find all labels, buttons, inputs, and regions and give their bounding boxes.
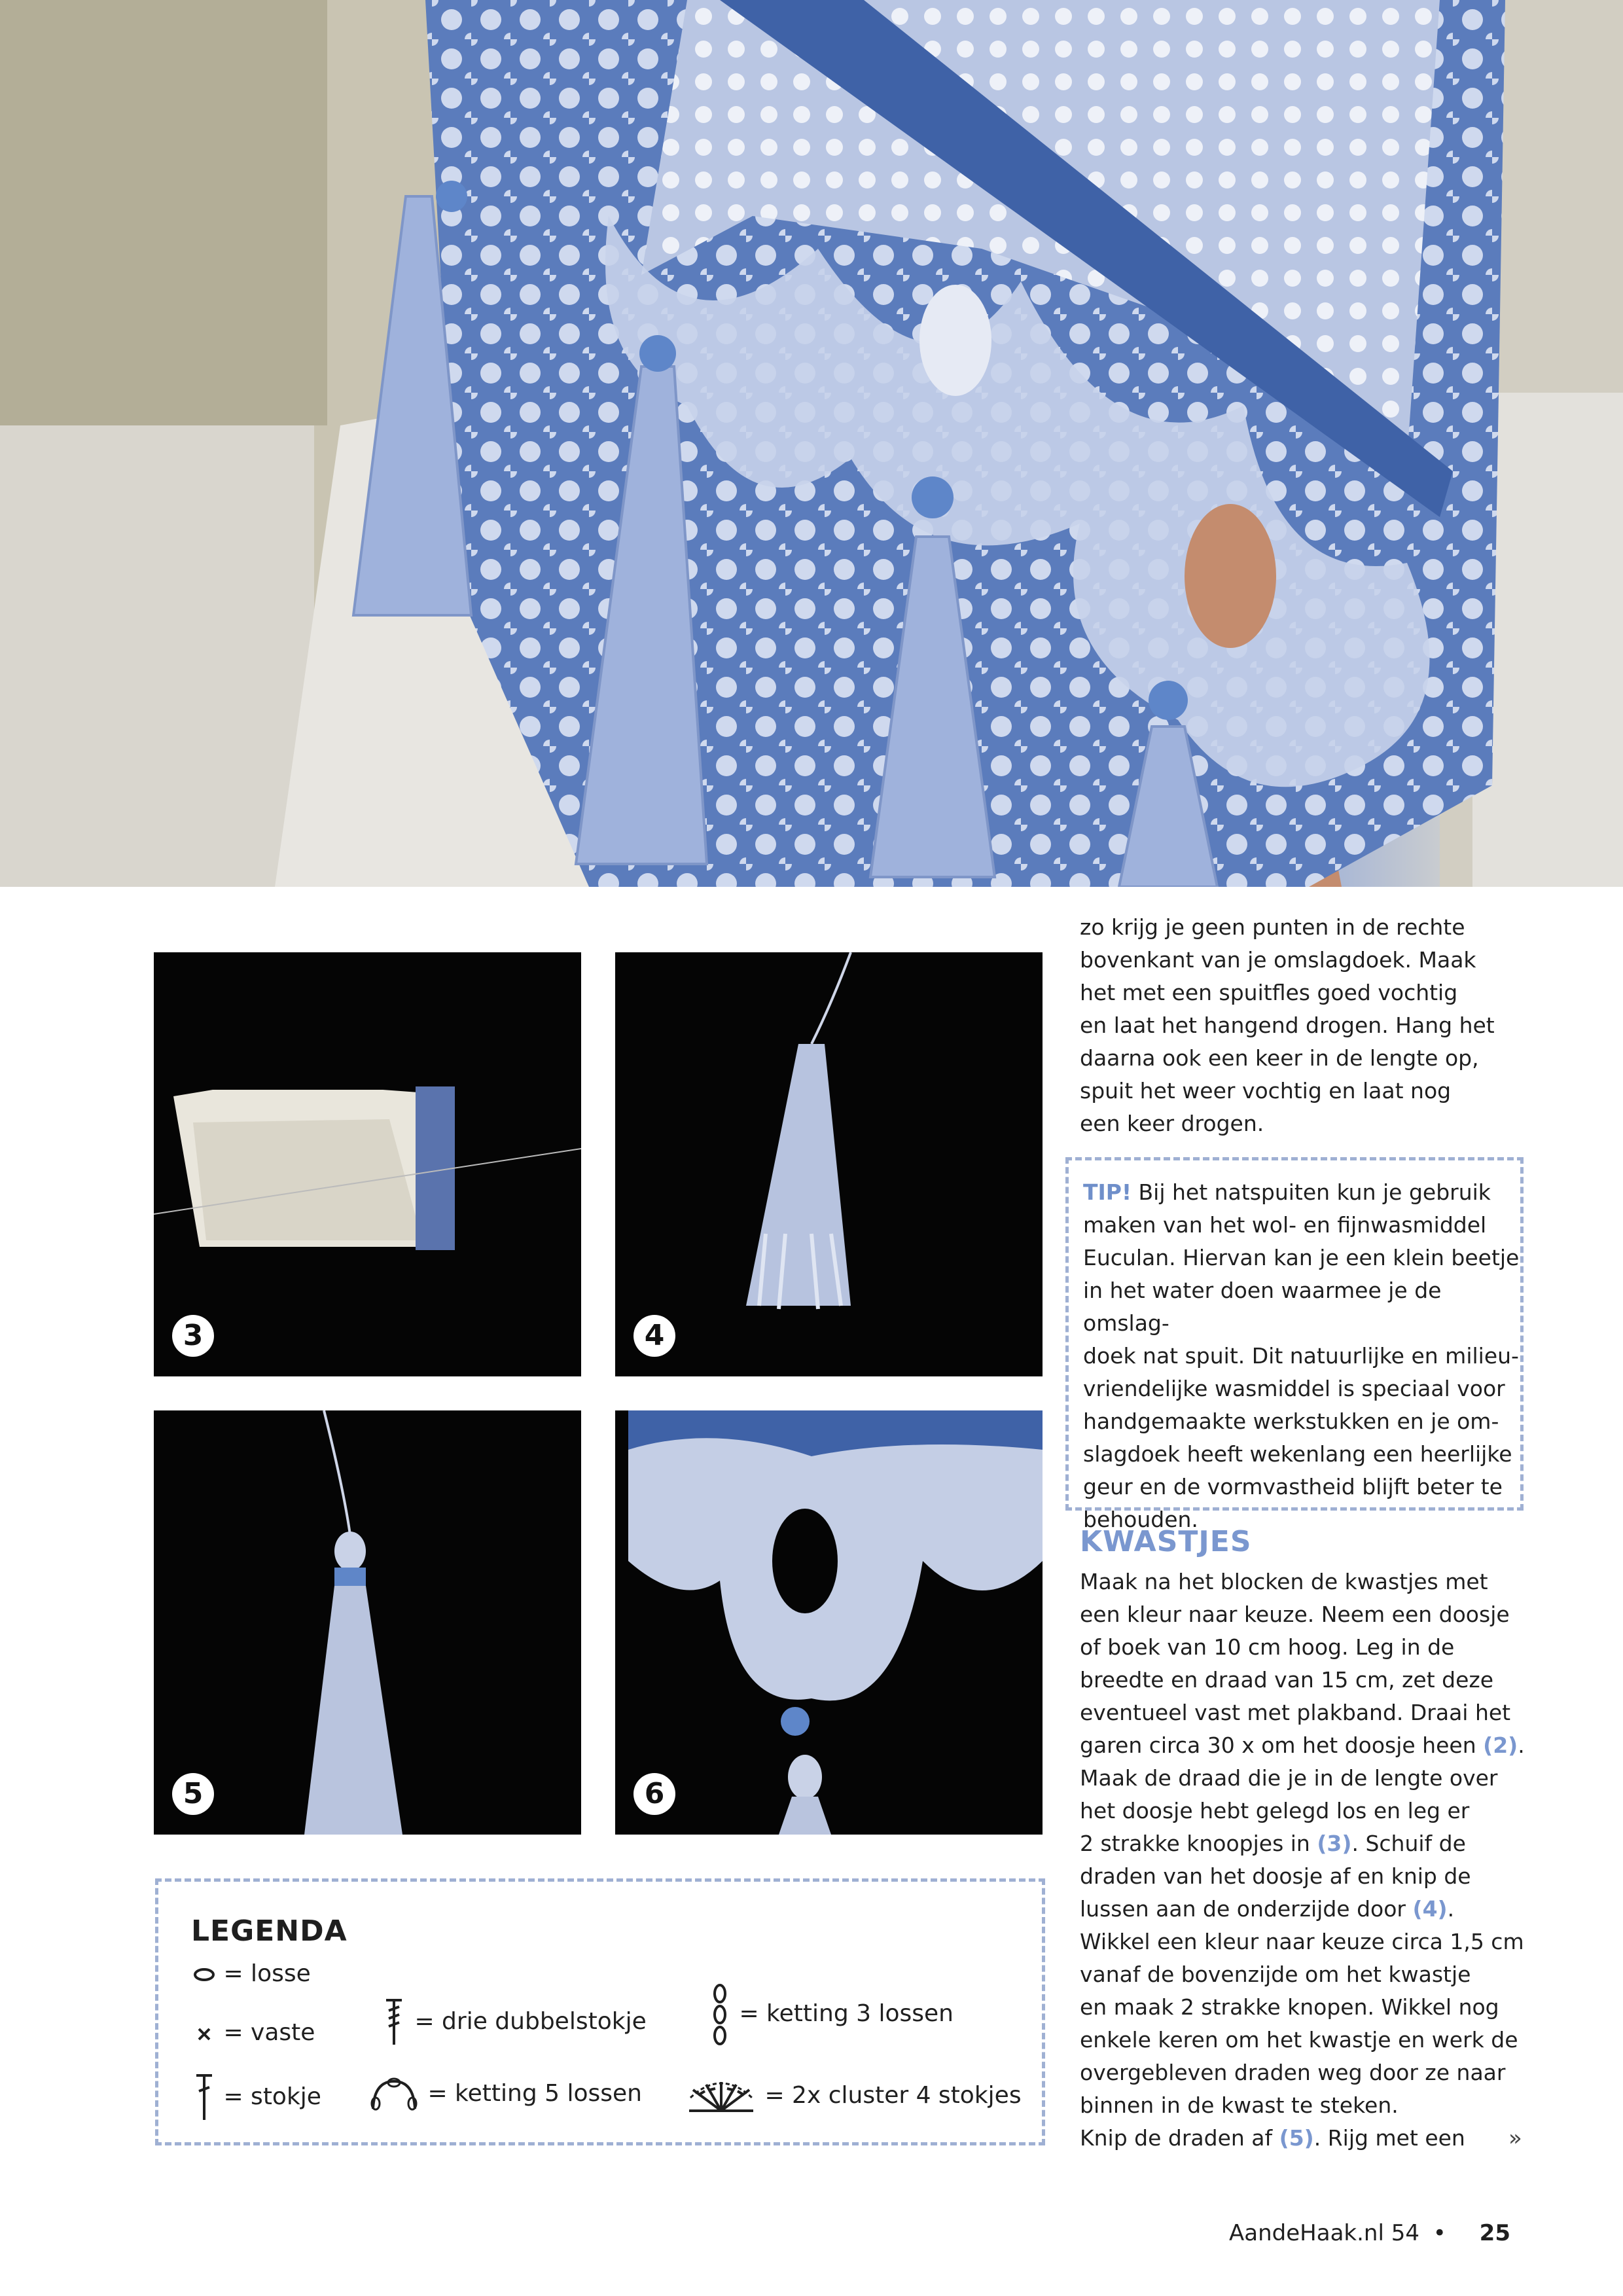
legend-label: = stokje	[223, 2083, 321, 2110]
cluster-stitch-icon	[685, 2078, 757, 2115]
text-line: binnen in de kwast te steken.	[1080, 2092, 1399, 2118]
page-number: 25	[1479, 2220, 1510, 2246]
legend-label: = ketting 3 lossen	[739, 2000, 954, 2027]
step-photo-3	[154, 952, 581, 1376]
text-line: 2 strakke knoopjes in (3). Schuif de	[1080, 1831, 1466, 1856]
text-line: Wikkel een kleur naar keuze circa 1,5 cm	[1080, 1929, 1524, 1954]
legend-label: = drie dubbelstokje	[414, 2008, 647, 2035]
kwastjes-paragraph	[1080, 1566, 1538, 2155]
double-crochet-icon	[192, 2072, 216, 2124]
page-footer	[1229, 2220, 1510, 2246]
text-line: Knip de draden af (5). Rijg met een	[1080, 2125, 1465, 2151]
text-line: het met een spuitfles goed vochtig	[1080, 980, 1458, 1005]
text-line: doek nat spuit. Dit natuurlijke en milieu-	[1083, 1343, 1519, 1369]
chain-three-icon	[708, 1983, 732, 2046]
section-heading-kwastjes: KWASTJES	[1080, 1525, 1252, 1558]
text-line: Bij het natspuiten kun je gebruik	[1132, 1179, 1491, 1205]
step-number-badge: 3	[172, 1315, 214, 1357]
text-line: breedte en draad van 15 cm, zet deze	[1080, 1667, 1494, 1693]
tip-box	[1065, 1157, 1524, 1532]
single-crochet-icon	[192, 2024, 216, 2043]
photo-reference: (3)	[1317, 1831, 1352, 1856]
photo-reference: (4)	[1412, 1896, 1448, 1922]
text-line: Maak de draad die je in de lengte over	[1080, 1765, 1498, 1791]
photo-reference: (2)	[1483, 1732, 1518, 1758]
text-line: eventueel vast met plakband. Draai het	[1080, 1700, 1511, 1725]
text-line: maken van het wol- en fijnwasmiddel	[1083, 1212, 1487, 1238]
site-name: AandeHaak.nl 54	[1229, 2220, 1419, 2246]
legend-label: = losse	[223, 1960, 311, 1987]
step-photo-5	[154, 1410, 581, 1835]
text-line: en laat het hangend drogen. Hang het	[1080, 1013, 1495, 1038]
text-line: handgemaakte werkstukken en je om-	[1083, 1408, 1499, 1434]
text-line: een keer drogen.	[1080, 1111, 1264, 1136]
legend-label: = vaste	[223, 2019, 315, 2046]
text-line: Euculan. Hiervan kan je een klein beetje	[1083, 1245, 1520, 1270]
text-line: het doosje hebt gelegd los en leg er	[1080, 1798, 1470, 1823]
text-line: enkele keren om het kwastje en werk de	[1080, 2027, 1518, 2053]
step-photo-4	[615, 952, 1043, 1376]
text-line: spuit het weer vochtig en laat nog	[1080, 1078, 1452, 1103]
text-line: vanaf de bovenzijde om het kwastje	[1080, 1962, 1471, 1987]
step-number-badge: 6	[633, 1773, 675, 1815]
legend-item-losse	[192, 1960, 311, 1987]
legend-item-ketting5	[368, 2075, 642, 2114]
legend-item-cluster	[685, 2078, 1022, 2115]
chain-stitch-icon	[192, 1967, 216, 1982]
text-line: zo krijg je geen punten in de rechte	[1080, 914, 1465, 940]
chain-five-icon	[368, 2075, 420, 2114]
footer-separator: •	[1433, 2220, 1446, 2246]
legend-box	[155, 1878, 1045, 2145]
photo-reference: (5)	[1279, 2125, 1314, 2151]
text-line: in het water doen waarmee je de omslag-	[1083, 1278, 1442, 1336]
text-line: Maak na het blocken de kwastjes met	[1080, 1569, 1488, 1594]
text-line: behouden.	[1083, 1507, 1198, 1532]
continue-arrow-icon: »	[1508, 2125, 1522, 2151]
legend-item-ketting3	[708, 1983, 954, 2046]
step-number-badge: 5	[172, 1773, 214, 1815]
text-line: daarna ook een keer in de lengte op,	[1080, 1045, 1479, 1071]
text-line: slagdoek heeft wekenlang een heerlijke	[1083, 1441, 1512, 1467]
legend-item-drie-dubbelstokje	[381, 1996, 647, 2049]
tip-label: TIP!	[1083, 1179, 1132, 1205]
text-line: geur en de vormvastheid blijft beter te	[1083, 1474, 1503, 1499]
step-number-badge: 4	[633, 1315, 675, 1357]
legend-item-stokje	[192, 2072, 321, 2124]
hero-photo	[0, 0, 1623, 887]
text-line: en maak 2 strakke knopen. Wikkel nog	[1080, 1994, 1499, 2020]
intro-paragraph	[1080, 911, 1538, 1140]
text-line: lussen aan de onderzijde door (4).	[1080, 1896, 1455, 1922]
text-line: garen circa 30 x om het doosje heen (2).	[1080, 1732, 1525, 1758]
text-line: draden van het doosje af en knip de	[1080, 1863, 1471, 1889]
legend-label: = 2x cluster 4 stokjes	[764, 2082, 1022, 2109]
legend-label: = ketting 5 lossen	[427, 2080, 642, 2107]
step-photo-6	[615, 1410, 1043, 1835]
text-line: vriendelijke wasmiddel is speciaal voor	[1083, 1376, 1505, 1401]
triple-treble-icon	[381, 1996, 407, 2049]
text-line: overgebleven draden weg door ze naar	[1080, 2060, 1506, 2085]
text-line: bovenkant van je omslagdoek. Maak	[1080, 947, 1476, 973]
legend-item-vaste	[192, 2019, 315, 2046]
crochet-shawl-illustration	[0, 0, 1623, 887]
text-line: een kleur naar keuze. Neem een doosje	[1080, 1602, 1510, 1627]
legend-title: LEGENDA	[191, 1914, 348, 1948]
text-line: of boek van 10 cm hoog. Leg in de	[1080, 1634, 1455, 1660]
